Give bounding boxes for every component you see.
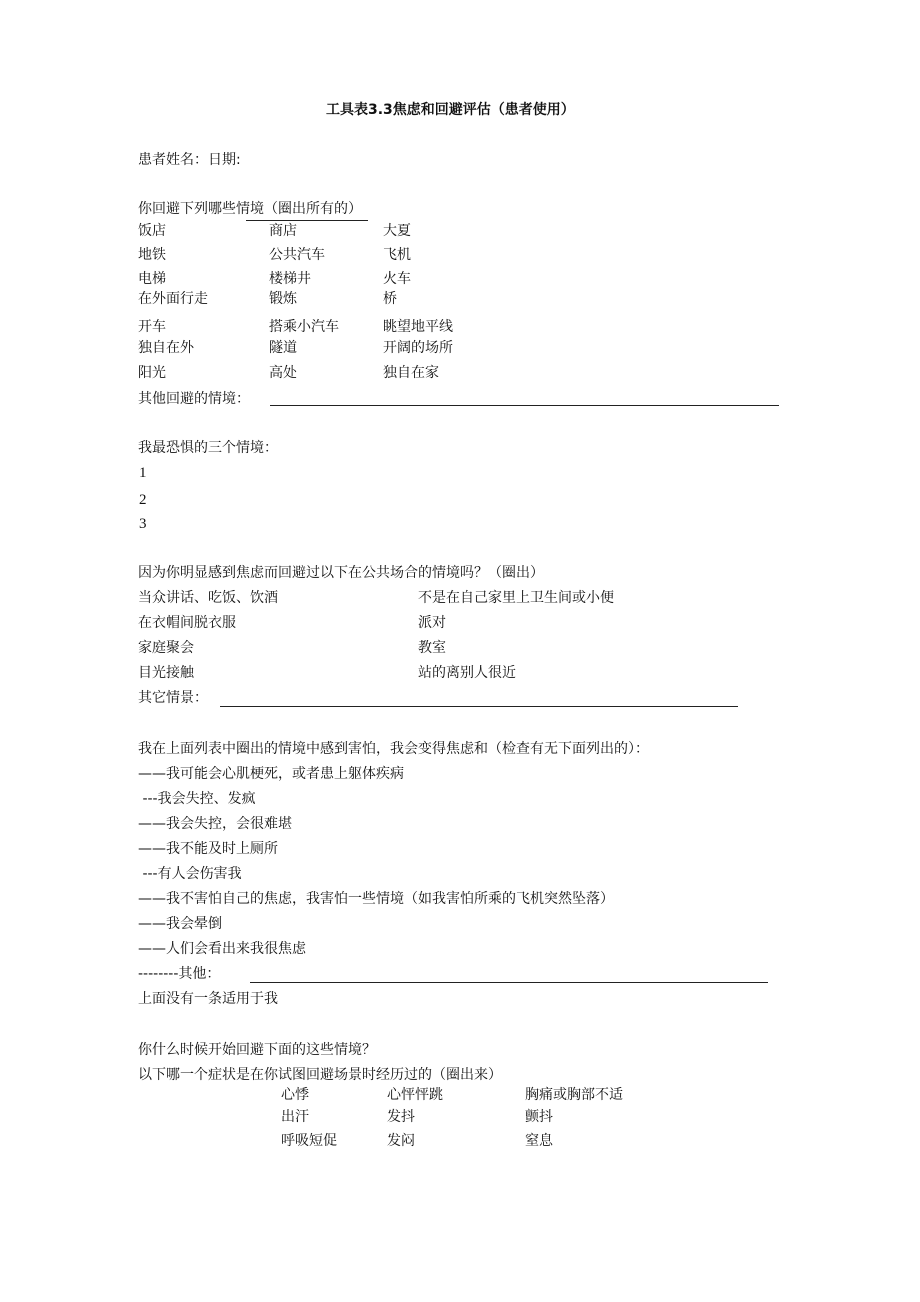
page-title: 工具表3.3焦虑和回避评估（患者使用） (326, 102, 575, 118)
situation-option[interactable]: 飞机 (383, 247, 411, 263)
fear-check-item[interactable]: ——我不能及时上厕所 (138, 841, 278, 857)
public-situations-question: 因为你明显感到焦虑而回避过以下在公共场合的情境吗？（圈出） (138, 565, 544, 581)
symptom-option[interactable]: 颤抖 (525, 1109, 553, 1125)
fears-checklist-question: 我在上面列表中圈出的情境中感到害怕，我会变得焦虑和（检查有无下面列出的）： (138, 741, 649, 757)
public-situation-option[interactable]: 在衣帽间脱衣服 (138, 615, 236, 631)
feared-item-number: 1 (139, 465, 147, 481)
situation-option[interactable]: 桥 (383, 291, 397, 307)
situation-option[interactable]: 独自在家 (383, 365, 439, 381)
situation-option[interactable]: 公共汽车 (269, 247, 325, 263)
situation-option[interactable]: 锻炼 (269, 291, 297, 307)
situation-option[interactable]: 楼梯井 (269, 271, 311, 287)
symptom-option[interactable]: 胸痛或胸部不适 (525, 1087, 623, 1103)
situation-option[interactable]: 商店 (269, 223, 297, 239)
other-fear-input-line[interactable] (250, 982, 768, 983)
situation-option[interactable]: 开阔的场所 (383, 340, 453, 356)
symptom-option[interactable]: 发闷 (387, 1133, 415, 1149)
situation-option[interactable]: 开车 (138, 319, 166, 335)
patient-name-date-line: 患者姓名：日期: (138, 152, 241, 168)
feared-item-number: 3 (139, 516, 147, 532)
fear-check-item[interactable]: ——人们会看出来我很焦虑 (138, 941, 306, 957)
symptoms-question: 以下哪一个症状是在你试图回避场景时经历过的（圈出来） (138, 1067, 502, 1083)
situation-option[interactable]: 地铁 (138, 247, 166, 263)
fear-check-item[interactable]: ——我可能会心肌梗死，或者患上躯体疾病 (138, 766, 404, 782)
public-situation-option[interactable]: 派对 (418, 615, 446, 631)
situation-option[interactable]: 阳光 (138, 365, 166, 381)
situation-option[interactable]: 大夏 (383, 223, 411, 239)
most-feared-heading: 我最恐惧的三个情境： (138, 440, 278, 456)
situation-option[interactable]: 电梯 (138, 271, 166, 287)
public-situation-option[interactable]: 站的离别人很近 (418, 665, 516, 681)
public-situation-option[interactable]: 不是在自己家里上卫生间或小便 (418, 590, 614, 606)
onset-question: 你什么时候开始回避下面的这些情境？ (138, 1042, 376, 1058)
other-avoided-input-line[interactable] (270, 405, 779, 406)
symptom-option[interactable]: 心悸 (281, 1087, 309, 1103)
fear-check-item[interactable]: ——我不害怕自己的焦虑，我害怕一些情境（如我害怕所乘的飞机突然坠落） (138, 891, 614, 907)
situation-option[interactable]: 高处 (269, 365, 297, 381)
feared-item-number: 2 (139, 492, 147, 508)
situation-option[interactable]: 眺望地平线 (383, 319, 453, 335)
symptom-option[interactable]: 窒息 (525, 1133, 553, 1149)
fear-check-item[interactable]: ——我会晕倒 (138, 916, 222, 932)
fear-check-item[interactable]: ---我会失控、发疯 (138, 791, 256, 807)
underline (246, 220, 368, 221)
other-avoided-label: 其他回避的情境： (138, 391, 250, 407)
other-situation-input-line[interactable] (220, 706, 738, 707)
symptom-option[interactable]: 发抖 (387, 1109, 415, 1125)
situation-option[interactable]: 独自在外 (138, 340, 194, 356)
other-fear-label: --------其他： (138, 966, 221, 982)
public-situation-option[interactable]: 目光接触 (138, 665, 194, 681)
situation-option[interactable]: 饭店 (138, 223, 166, 239)
situation-option[interactable]: 火车 (383, 271, 411, 287)
symptom-option[interactable]: 呼吸短促 (281, 1133, 337, 1149)
symptom-option[interactable]: 心怦怦跳 (387, 1087, 443, 1103)
situation-option[interactable]: 隧道 (269, 340, 297, 356)
public-situation-option[interactable]: 当众讲话、吃饭、饮酒 (138, 590, 278, 606)
other-situation-label: 其它情景： (138, 690, 208, 706)
public-situation-option[interactable]: 家庭聚会 (138, 640, 194, 656)
situation-option[interactable]: 在外面行走 (138, 291, 208, 307)
fear-check-item[interactable]: ---有人会伤害我 (138, 866, 242, 882)
public-situation-option[interactable]: 教室 (418, 640, 446, 656)
situation-option[interactable]: 搭乘小汽车 (269, 319, 339, 335)
symptom-option[interactable]: 出汗 (281, 1109, 309, 1125)
none-applies-option[interactable]: 上面没有一条适用于我 (138, 991, 278, 1007)
avoided-situations-question: 你回避下列哪些情境（圈出所有的） (138, 201, 362, 217)
fear-check-item[interactable]: ——我会失控，会很难堪 (138, 816, 292, 832)
